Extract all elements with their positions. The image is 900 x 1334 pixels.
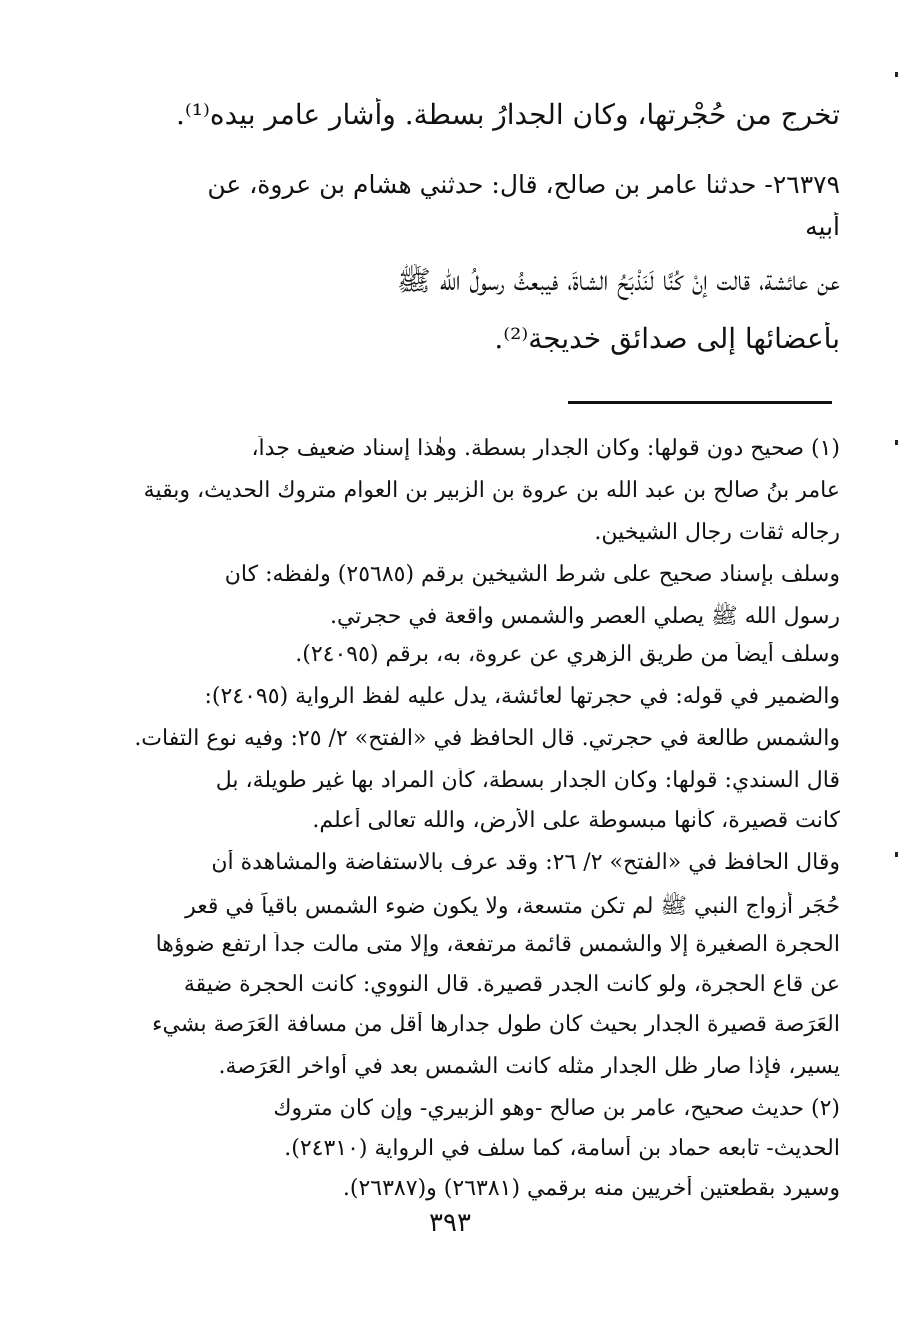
hadith-matn-line-2: بأعضائها إلى صدائق خديجة⁽²⁾. [494, 322, 840, 355]
footnote-line: والضمير في قوله: في حجرتها لعائشة، يدل عليه لفظ الرواية (٢٤٠٩٥): [204, 684, 840, 709]
main-text-line-1: تخرج من حُجْرتها، وكان الجدارُ بسطة. وأشار عامر بيده⁽¹⁾. [176, 98, 840, 131]
footnote-line: رجاله ثقات رجال الشيخين. [594, 520, 840, 545]
hadith-matn-line-1: عن عائشة، قالت إنْ كُنَّا لَنَذْبَحُ الشاةَ، فيبعثُ رسولُ الله ﷺ [396, 264, 840, 297]
footnote-line: قال السندي: قولها: وكان الجدار بسطة، كأن المراد بها غير طويلة، بل [215, 768, 840, 793]
hadith-isnad-text: حدثنا عامر بن صالح، قال: حدثني هشام بن عروة، عن [207, 170, 757, 199]
hadith-isnad-line [60, 170, 840, 199]
footnote-line: عن قاع الحجرة، ولو كانت الجدر قصيرة. قال النووي: كانت الحجرة ضيقة [183, 972, 840, 997]
hadith-isnad-continuation: أبيه [805, 212, 840, 241]
page-number: ٣٩٣ [429, 1208, 471, 1238]
footnote-line: (٢) حديث صحيح، عامر بن صالح -وهو الزبيري- وإن كان متروك [273, 1096, 840, 1121]
footnote-line: يسير، فإذا صار ظل الجدار مثله كانت الشمس بعد في أواخر العَرَصة. [218, 1054, 840, 1079]
footnote-line: وسيرد بقطعتين أخريين منه برقمي (٢٦٣٨١) و(٢٦٣٨٧). [342, 1176, 840, 1201]
footnote-line: وقال الحافظ في «الفتح» ٢/ ٢٦: وقد عرف بالاستفاضة والمشاهدة أن [211, 850, 840, 875]
footnote-line: رسول الله ﷺ يصلي العصر والشمس واقعة في حجرتي. [329, 604, 840, 629]
footnote-line: الحجرة الصغيرة إلا والشمس قائمة مرتفعة، وإلا متى مالت جداً ارتفع ضوؤها [155, 932, 840, 957]
footnote-line: حُجَر أزواج النبي ﷺ لم تكن متسعة، ولا يكون ضوء الشمس باقياً في قعر [185, 894, 840, 919]
footnote-line: كانت قصيرة، كأنها مبسوطة على الأرض، والله تعالى أعلم. [312, 808, 840, 833]
footnote-line: الحديث- تابعه حماد بن أسامة، كما سلف في الرواية (٢٤٣١٠). [284, 1136, 840, 1161]
footnote-line: وسلف أيضاً من طريق الزهري عن عروة، به، برقم (٢٤٠٩٥). [295, 642, 840, 667]
footnote-line: وسلف بإسناد صحيح على شرط الشيخين برقم (٢٥٦٨٥) ولفظه: كان [224, 562, 840, 587]
footnote-line: والشمس طالعة في حجرتي. قال الحافظ في «الفتح» ٢/ ٢٥: وفيه نوع التفات. [134, 726, 840, 751]
scan-mark [895, 440, 898, 445]
footnote-line: عامر بنُ صالح بن عبد الله بن عروة بن الزبير بن العوام متروك الحديث، وبقية [143, 478, 840, 503]
footnote-line: (١) صحيح دون قولها: وكان الجدار بسطة. وهٰذا إسناد ضعيف جداً، [251, 436, 840, 461]
hadith-number: ٢٦٣٧٩- [764, 170, 840, 199]
footnote-line: العَرَصة قصيرة الجدار بحيث كان طول جدارها أقل من مسافة العَرَصة بشيء [152, 1012, 840, 1037]
scan-mark [895, 852, 898, 857]
scan-mark [895, 72, 898, 77]
footnote-separator [568, 401, 832, 404]
